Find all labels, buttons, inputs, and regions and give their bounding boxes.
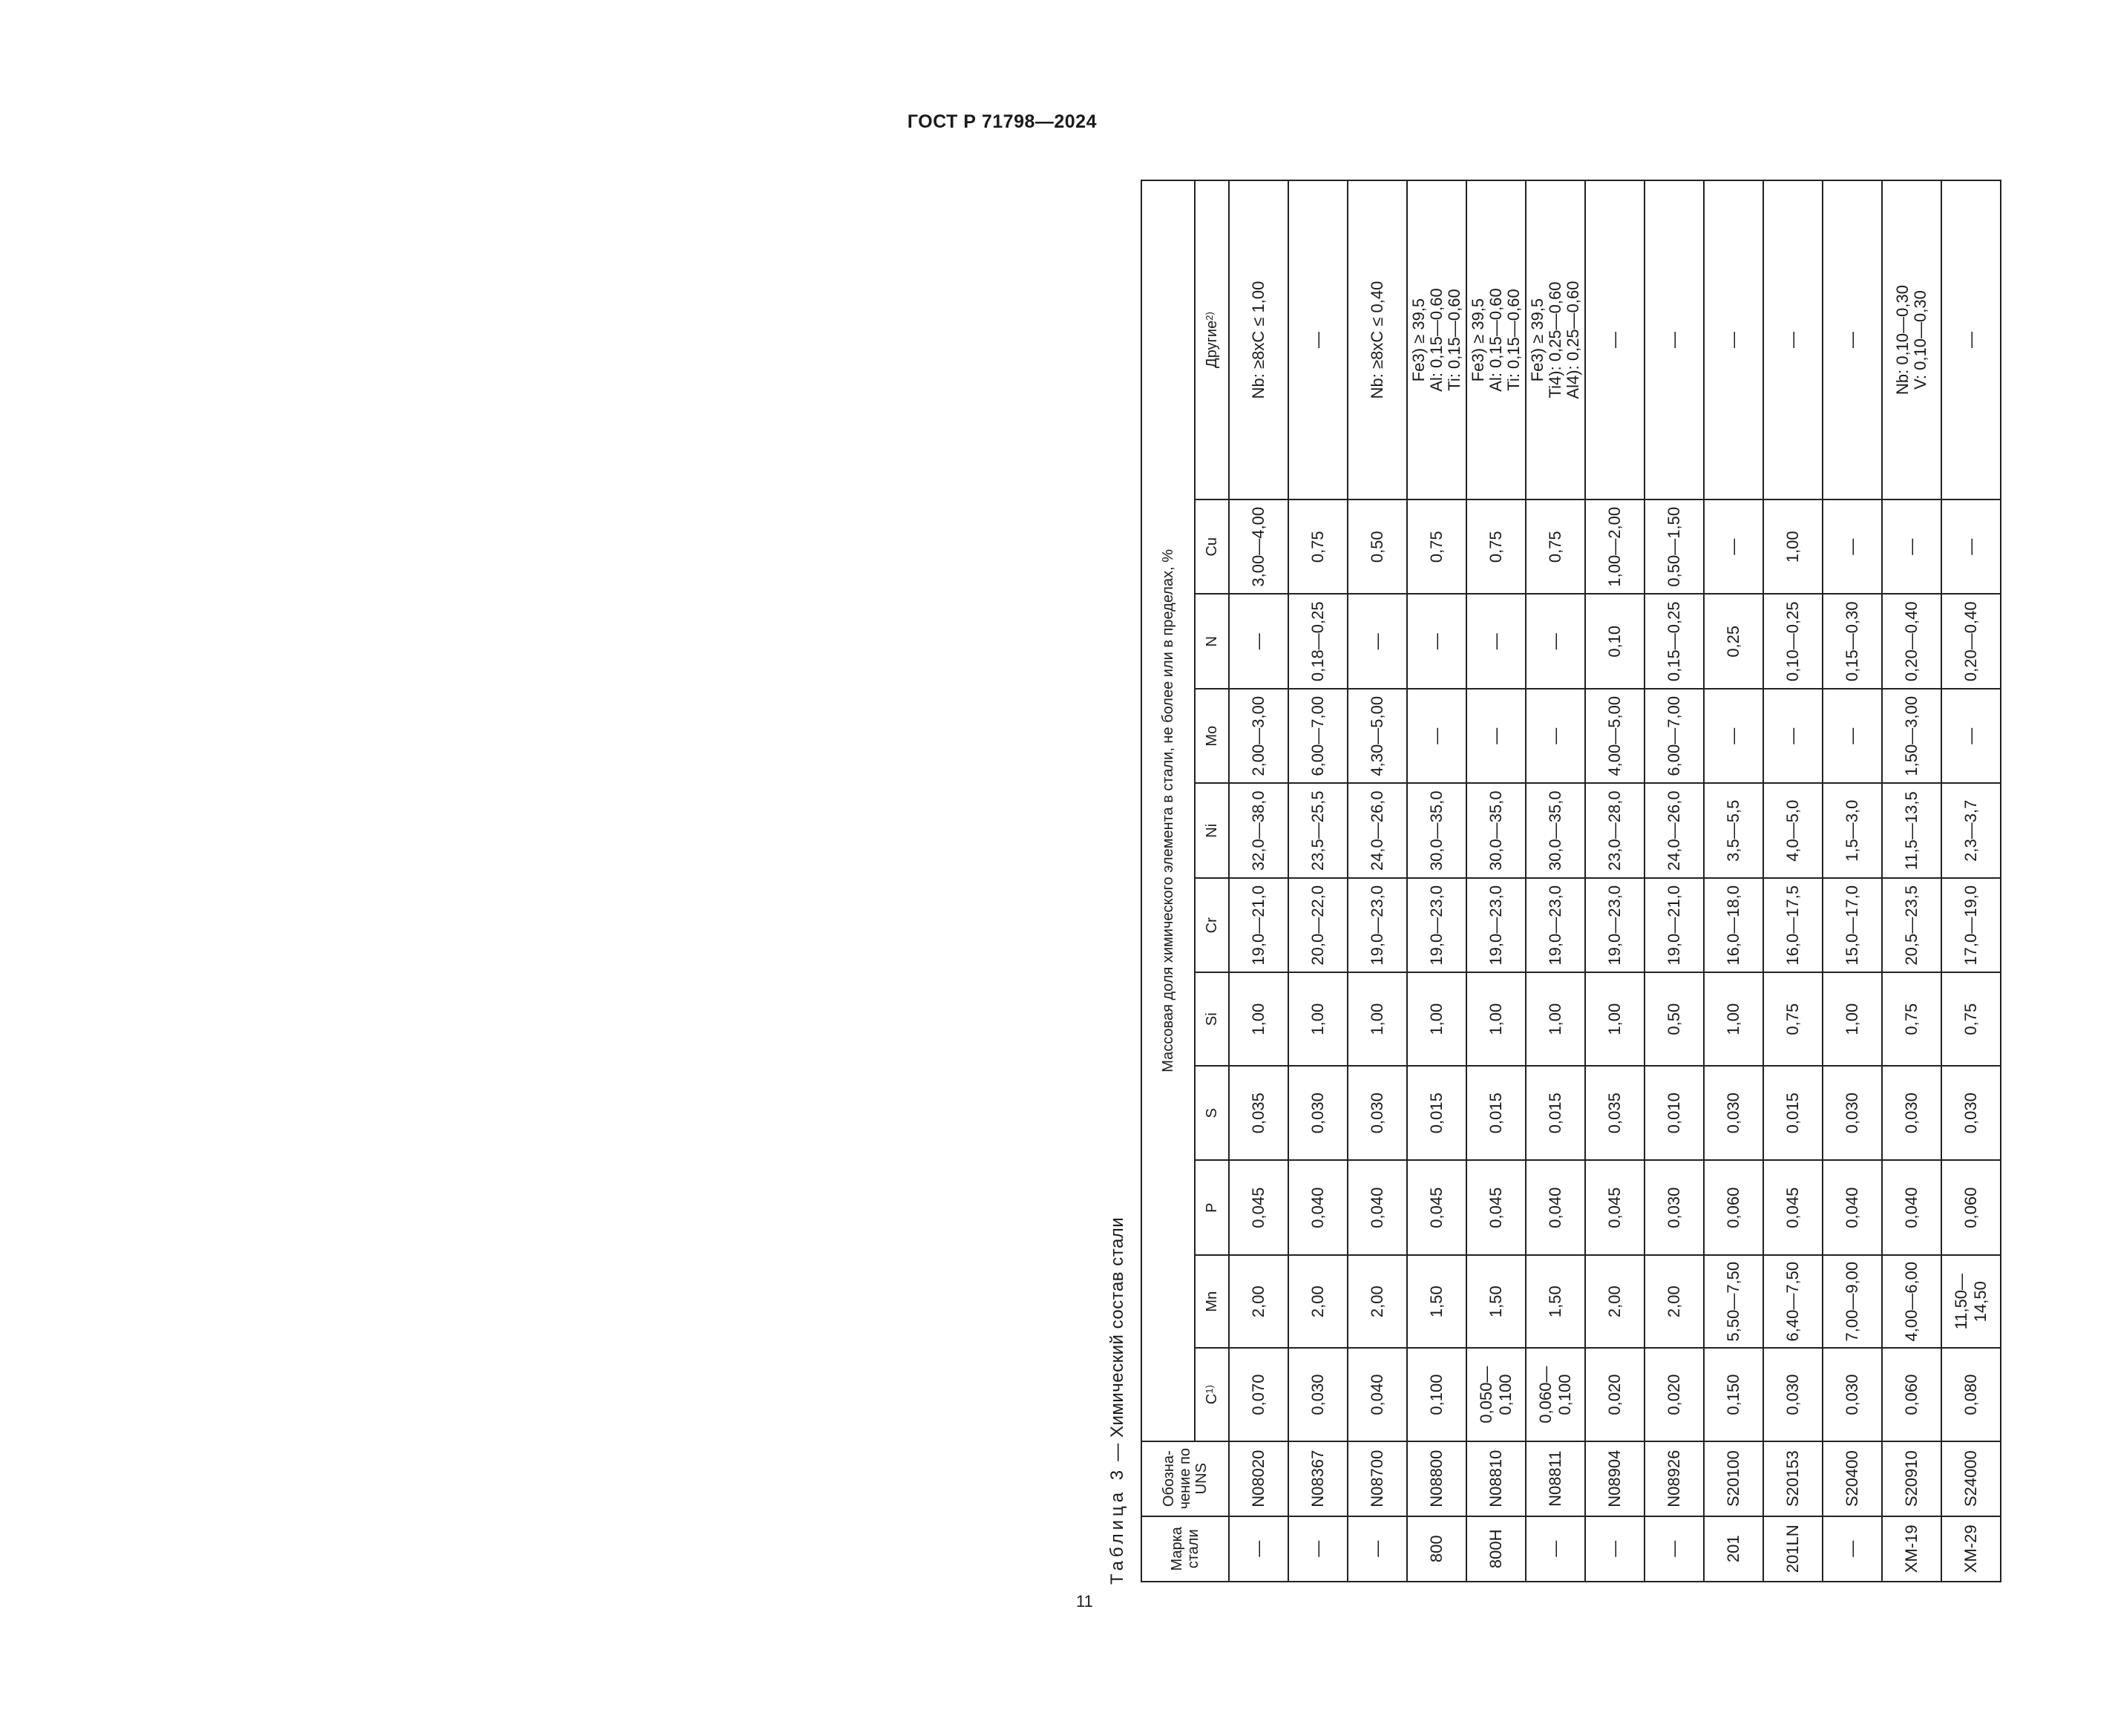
cell-cr: 19,0—21,0 [1229, 878, 1288, 973]
table-row [1823, 180, 1882, 1582]
header-cu: Cu [1195, 499, 1229, 595]
cell-grade: 800H [1466, 1516, 1526, 1582]
cell-mo: — [1407, 689, 1466, 784]
table-row [1229, 180, 1288, 1582]
cell-n: 0,15—0,30 [1823, 595, 1882, 690]
cell-c: 0,100 [1407, 1348, 1466, 1441]
cell-s: 0,030 [1823, 1066, 1882, 1161]
cell-mo: — [1823, 689, 1882, 784]
cell-s: 0,015 [1526, 1066, 1585, 1161]
cell-other [1941, 180, 2001, 499]
cell-ni: 4,0—5,0 [1763, 784, 1823, 879]
cell-p: 0,045 [1229, 1160, 1288, 1255]
footnote-ref: 2) [1204, 312, 1215, 321]
cell-n: — [1348, 595, 1407, 690]
cell-mo: 4,00—5,00 [1585, 689, 1645, 784]
table-row [1348, 180, 1407, 1582]
cell-ni: 30,0—35,0 [1526, 784, 1585, 879]
cell-mn: 7,00—9,00 [1823, 1255, 1882, 1348]
header-c [1195, 1348, 1229, 1441]
other-line: V: 0,10—0,30 [1911, 290, 1929, 390]
cell-mn: 2,00 [1229, 1255, 1288, 1348]
cell-uns: N08904 [1585, 1441, 1645, 1516]
cell-s: 0,030 [1704, 1066, 1763, 1161]
cell-grade: 201LN [1763, 1516, 1823, 1582]
cell-uns: S20400 [1823, 1441, 1882, 1516]
cell-si: 1,00 [1466, 973, 1526, 1066]
table-row [1585, 180, 1645, 1582]
cell-s: 0,015 [1407, 1066, 1466, 1161]
cell-cr: 19,0—23,0 [1407, 878, 1466, 973]
cell-s: 0,030 [1882, 1066, 1941, 1161]
cell-other [1763, 180, 1823, 499]
cell-other [1526, 180, 1585, 499]
cell-grade: 201 [1704, 1516, 1763, 1582]
cell-other [1407, 180, 1466, 499]
cell-grade: 800 [1407, 1516, 1466, 1582]
cell-c: 0,030 [1288, 1348, 1348, 1441]
cell-grade: — [1585, 1516, 1645, 1582]
other-line: — [1308, 332, 1327, 348]
cell-p: 0,045 [1585, 1160, 1645, 1255]
table-body [1229, 180, 2001, 1582]
cell-si: 1,00 [1704, 973, 1763, 1066]
cell-si: 1,00 [1526, 973, 1585, 1066]
other-line: Al4): 0,25—0,60 [1564, 281, 1582, 399]
other-line: Nb: ≥8xC ≤ 0,40 [1368, 281, 1386, 399]
table-row [1407, 180, 1466, 1582]
cell-ni: 32,0—38,0 [1229, 784, 1288, 879]
cell-mn: 1,50 [1466, 1255, 1526, 1348]
cell-cu: 0,75 [1466, 499, 1526, 595]
cell-c: 0,060 [1882, 1348, 1941, 1441]
table-caption [1098, 1217, 1137, 1585]
cell-si: 0,75 [1941, 973, 2001, 1066]
cell-other [1288, 180, 1348, 499]
cell-other [1823, 180, 1882, 499]
cell-uns: S20153 [1763, 1441, 1823, 1516]
cell-n: — [1526, 595, 1585, 690]
cell-cr: 20,5—23,5 [1882, 878, 1941, 973]
cell-cu: 0,50 [1348, 499, 1407, 595]
header-mn: Mn [1195, 1255, 1229, 1348]
rotated-table-block [1098, 174, 2115, 1585]
other-line: Al: 0,15—0,60 [1486, 288, 1505, 392]
other-line: — [1961, 332, 1980, 348]
cell-n: — [1407, 595, 1466, 690]
cell-cr: 19,0—23,0 [1466, 878, 1526, 973]
cell-p: 0,030 [1645, 1160, 1704, 1255]
other-line: Nb: ≥8xC ≤ 1,00 [1249, 281, 1268, 399]
table-row [1466, 180, 1526, 1582]
cell-uns: S20910 [1882, 1441, 1941, 1516]
other-line: Fe3) ≥ 39,5 [1469, 298, 1487, 382]
cell-other [1704, 180, 1763, 499]
cell-c: 0,150 [1704, 1348, 1763, 1441]
other-line: Fe3) ≥ 39,5 [1528, 298, 1547, 382]
cell-n: 0,18—0,25 [1288, 595, 1348, 690]
cell-n: 0,20—0,40 [1941, 595, 2001, 690]
cell-uns: N08810 [1466, 1441, 1526, 1516]
table-row [1645, 180, 1704, 1582]
other-line: Ti: 0,15—0,60 [1504, 289, 1523, 391]
cell-c: 0,020 [1645, 1348, 1704, 1441]
cell-grade: — [1526, 1516, 1585, 1582]
other-line: Ti: 0,15—0,60 [1445, 289, 1463, 391]
cell-ni: 30,0—35,0 [1466, 784, 1526, 879]
cell-n: 0,15—0,25 [1645, 595, 1704, 690]
cell-si: 0,50 [1645, 973, 1704, 1066]
cell-n: 0,10—0,25 [1763, 595, 1823, 690]
cell-cu: 0,50—1,50 [1645, 499, 1704, 595]
cell-s: 0,030 [1348, 1066, 1407, 1161]
cell-ni: 30,0—35,0 [1407, 784, 1466, 879]
cell-grade: XM-19 [1882, 1516, 1941, 1582]
header-other-label: Другие [1204, 320, 1220, 368]
cell-cr: 19,0—21,0 [1645, 878, 1704, 973]
cell-cu: 0,75 [1288, 499, 1348, 595]
cell-uns: N08020 [1229, 1441, 1288, 1516]
cell-c: 0,040 [1348, 1348, 1407, 1441]
cell-cr: 17,0—19,0 [1941, 878, 2001, 973]
cell-p: 0,040 [1526, 1160, 1585, 1255]
table-caption-title: — Химический состав стали [1107, 1216, 1127, 1467]
cell-p: 0,045 [1407, 1160, 1466, 1255]
cell-s: 0,035 [1229, 1066, 1288, 1161]
cell-si: 1,00 [1229, 973, 1288, 1066]
cell-other [1466, 180, 1526, 499]
header-c-label: C [1204, 1393, 1220, 1405]
cell-grade: — [1229, 1516, 1288, 1582]
cell-ni: 1,5—3,0 [1823, 784, 1882, 879]
cell-uns: N08800 [1407, 1441, 1466, 1516]
cell-p: 0,040 [1882, 1160, 1941, 1255]
cell-cr: 16,0—18,0 [1704, 878, 1763, 973]
table-row [1704, 180, 1763, 1582]
cell-uns: S24000 [1941, 1441, 2001, 1516]
cell-s: 0,015 [1466, 1066, 1526, 1161]
cell-p: 0,045 [1466, 1160, 1526, 1255]
cell-s: 0,035 [1585, 1066, 1645, 1161]
cell-c: 0,030 [1763, 1348, 1823, 1441]
cell-cu: — [1941, 499, 2001, 595]
header-grade: Марка стали [1141, 1516, 1229, 1582]
cell-grade: XM-29 [1941, 1516, 2001, 1582]
cell-cr: 15,0—17,0 [1823, 878, 1882, 973]
other-line: Ti4): 0,25—0,60 [1546, 281, 1564, 399]
page-number: 11 [1076, 1592, 1093, 1611]
cell-mo: — [1466, 689, 1526, 784]
cell-mn: 4,00—6,00 [1882, 1255, 1941, 1348]
cell-other [1348, 180, 1407, 499]
table-row [1526, 180, 1585, 1582]
footnote-ref: 1) [1204, 1385, 1215, 1394]
header-uns: Обозна-чение по UNS [1141, 1441, 1229, 1516]
cell-p: 0,040 [1823, 1160, 1882, 1255]
cell-ni: 24,0—26,0 [1348, 784, 1407, 879]
other-line: Nb: 0,10—0,30 [1893, 285, 1912, 395]
header-row-1 [1141, 180, 1195, 1582]
header-ni: Ni [1195, 784, 1229, 879]
cell-n: 0,10 [1585, 595, 1645, 690]
cell-uns: S20100 [1704, 1441, 1763, 1516]
cell-si: 1,00 [1823, 973, 1882, 1066]
cell-mo: — [1704, 689, 1763, 784]
cell-s: 0,010 [1645, 1066, 1704, 1161]
cell-c: 0,050—0,100 [1466, 1348, 1526, 1441]
cell-mo: 6,00—7,00 [1288, 689, 1348, 784]
cell-grade: — [1348, 1516, 1407, 1582]
cell-cr: 19,0—23,0 [1526, 878, 1585, 973]
table-caption-label: Таблица 3 [1107, 1466, 1127, 1585]
cell-ni: 24,0—26,0 [1645, 784, 1704, 879]
cell-uns: N08811 [1526, 1441, 1585, 1516]
header-n: N [1195, 595, 1229, 690]
cell-mn: 11,50—14,50 [1941, 1255, 2001, 1348]
cell-mn: 2,00 [1645, 1255, 1704, 1348]
cell-n: 0,20—0,40 [1882, 595, 1941, 690]
cell-mn: 2,00 [1348, 1255, 1407, 1348]
cell-mo: 6,00—7,00 [1645, 689, 1704, 784]
cell-si: 1,00 [1288, 973, 1348, 1066]
cell-c: 0,060—0,100 [1526, 1348, 1585, 1441]
header-row-2 [1195, 180, 1229, 1582]
header-mass-fraction: Массовая доля химического элемента в стали, не более или в пределах, % [1141, 180, 1195, 1441]
cell-p: 0,060 [1941, 1160, 2001, 1255]
cell-p: 0,040 [1348, 1160, 1407, 1255]
cell-ni: 23,5—25,5 [1288, 784, 1348, 879]
cell-p: 0,060 [1704, 1160, 1763, 1255]
cell-cr: 16,0—17,5 [1763, 878, 1823, 973]
cell-cu: — [1823, 499, 1882, 595]
cell-mo: — [1763, 689, 1823, 784]
other-line: — [1843, 332, 1861, 348]
cell-other [1585, 180, 1645, 499]
other-line: — [1724, 332, 1742, 348]
other-line: Fe3) ≥ 39,5 [1409, 298, 1428, 382]
cell-grade: — [1645, 1516, 1704, 1582]
cell-cu: 1,00—2,00 [1585, 499, 1645, 595]
other-line: — [1605, 332, 1624, 348]
table-row [1288, 180, 1348, 1582]
other-line: — [1665, 332, 1683, 348]
cell-other [1229, 180, 1288, 499]
cell-cu: — [1704, 499, 1763, 595]
cell-cu: 0,75 [1407, 499, 1466, 595]
cell-other [1645, 180, 1704, 499]
cell-n: — [1229, 595, 1288, 690]
cell-c: 0,070 [1229, 1348, 1288, 1441]
cell-ni: 2,3—3,7 [1941, 784, 2001, 879]
other-line: — [1783, 332, 1802, 348]
cell-mn: 1,50 [1407, 1255, 1466, 1348]
cell-cr: 20,0—22,0 [1288, 878, 1348, 973]
cell-mn: 2,00 [1585, 1255, 1645, 1348]
cell-grade: — [1288, 1516, 1348, 1582]
cell-uns: N08926 [1645, 1441, 1704, 1516]
cell-other [1882, 180, 1941, 499]
header-mo: Mo [1195, 689, 1229, 784]
header-other [1195, 180, 1229, 499]
header-cr: Cr [1195, 878, 1229, 973]
header-p: P [1195, 1160, 1229, 1255]
cell-s: 0,030 [1941, 1066, 2001, 1161]
cell-si: 1,00 [1585, 973, 1645, 1066]
cell-mo: 4,30—5,00 [1348, 689, 1407, 784]
cell-si: 0,75 [1882, 973, 1941, 1066]
cell-s: 0,015 [1763, 1066, 1823, 1161]
cell-si: 1,00 [1348, 973, 1407, 1066]
cell-si: 0,75 [1763, 973, 1823, 1066]
table-row [1763, 180, 1823, 1582]
cell-c: 0,020 [1585, 1348, 1645, 1441]
cell-uns: N08367 [1288, 1441, 1348, 1516]
cell-grade: — [1823, 1516, 1882, 1582]
cell-cu: 0,75 [1526, 499, 1585, 595]
cell-uns: N08700 [1348, 1441, 1407, 1516]
cell-si: 1,00 [1407, 973, 1466, 1066]
cell-mn: 5,50—7,50 [1704, 1255, 1763, 1348]
cell-cu: — [1882, 499, 1941, 595]
cell-n: — [1466, 595, 1526, 690]
header-si: Si [1195, 973, 1229, 1066]
cell-ni: 3,5—5,5 [1704, 784, 1763, 879]
cell-ni: 11,5—13,5 [1882, 784, 1941, 879]
cell-mo: — [1526, 689, 1585, 784]
header-s: S [1195, 1066, 1229, 1161]
cell-mn: 6,40—7,50 [1763, 1255, 1823, 1348]
cell-mn: 2,00 [1288, 1255, 1348, 1348]
cell-mo: 2,00—3,00 [1229, 689, 1288, 784]
cell-mo: 1,50—3,00 [1882, 689, 1941, 784]
chemical-composition-table [1141, 180, 2001, 1582]
cell-cr: 19,0—23,0 [1348, 878, 1407, 973]
cell-cu: 1,00 [1763, 499, 1823, 595]
cell-ni: 23,0—28,0 [1585, 784, 1645, 879]
other-line: Al: 0,15—0,60 [1427, 288, 1446, 392]
cell-p: 0,045 [1763, 1160, 1823, 1255]
document-id: ГОСТ Р 71798—2024 [907, 111, 1097, 132]
cell-n: 0,25 [1704, 595, 1763, 690]
cell-c: 0,080 [1941, 1348, 2001, 1441]
table-row [1882, 180, 1941, 1582]
table-row [1941, 180, 2001, 1582]
cell-p: 0,040 [1288, 1160, 1348, 1255]
cell-c: 0,030 [1823, 1348, 1882, 1441]
cell-mn: 1,50 [1526, 1255, 1585, 1348]
cell-s: 0,030 [1288, 1066, 1348, 1161]
cell-cr: 19,0—23,0 [1585, 878, 1645, 973]
cell-cu: 3,00—4,00 [1229, 499, 1288, 595]
cell-mo: — [1941, 689, 2001, 784]
